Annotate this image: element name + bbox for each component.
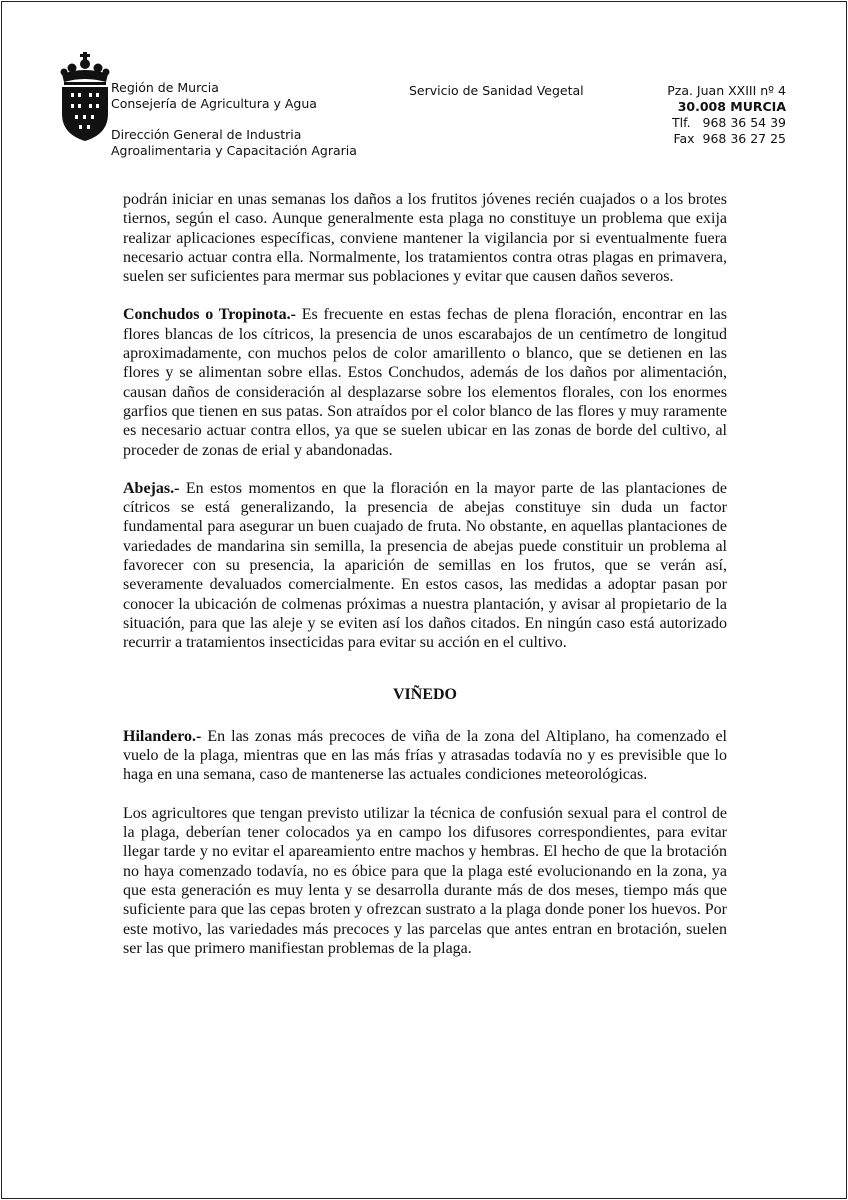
paragraph-text-abejas: En estos momentos en que la floración en la mayor parte de las plantaciones de cítricos se está generalizando, la presencia de abejas constituye sin duda un factor fundamental para asegurar un buen cuajado de fruta. No obstante, en aquellas plantaciones de variedades de mandarina sin semilla, la presencia de abejas puede constituir un problema al favorecer con su presencia, la aparición de semillas en los frutos, que se verán así, severamente devaluados comercialmente. En estos casos, las medidas a adoptar pasan por conocer la ubicación de colmenas próximas a nuestra plantación, y avisar al propietario de la situación, para que las aleje y se eviten así los daños citados. En ningún caso está autorizado recurrir a tratamientos insecticidas para evitar su acción en el cultivo. [123, 479, 727, 652]
paragraph-text-hilandero: En las zonas más precoces de viña de la zona del Altiplano, ha comenzado el vuelo de la plaga, mientras que en las más frías y atrasadas todavía no y es previsible que lo haga en una semana, caso de mantenerse las actuales condiciones meteorológicas. [123, 727, 727, 784]
paragraph-title-abejas: Abejas.- [123, 479, 180, 497]
header-directorate-line1: Dirección General de Industria [111, 127, 302, 142]
region-de-murcia-coat-of-arms-icon [58, 52, 112, 142]
header-directorate-line2: Agroalimentaria y Capacitación Agraria [111, 143, 357, 158]
paragraph-text-conchudos: Es frecuente en estas fechas de plena floración, encontrar en las flores blancas de los cítricos, la presencia de unos escarabajos de un centímetro de longitud aproximadamente, con muchos pelos de color amarillento o blanco, que se detienen en las flores y se alimentan sobre ellas. Estos Conchudos, además de los daños por alimentación, causan daños de consideración al desplazarse sobre los elementos florales, con los enormes garfios que tienen en sus patas. Son atraídos por el color blanco de las flores y muy raramente es necesario actuar contra ellos, ya que se suelen ubicar en las zonas de borde del cultivo, al proceder de zonas de erial y abandonadas. [123, 306, 727, 459]
header-region: Región de Murcia [111, 80, 219, 95]
header-organization [111, 80, 317, 112]
paragraph-conchudos [123, 305, 727, 459]
header-address: Pza. Juan XXIII nº 4 [667, 83, 786, 98]
header-contact [667, 83, 786, 147]
paragraph-title-hilandero: Hilandero.- [123, 727, 202, 745]
header-directorate [111, 127, 357, 159]
header-service: Servicio de Sanidad Vegetal [409, 83, 584, 98]
paragraph-continuation: podrán iniciar en unas semanas los daños a los frutitos jóvenes recién cuajados o a los brotes tiernos, según el caso. Aunque generalmente esta plaga no constituye un problema que exija realizar aplicaciones específicas, conviene mantener la vigilancia por si eventualmente fuera necesario actuar contra ella. Normalmente, los tratamientos contra otras plagas en primavera, suelen ser suficientes para mermar sus poblaciones y evitar que causen daños severos. [123, 191, 727, 286]
header-city: 30.008 MURCIA [677, 99, 786, 114]
section-heading-vinedo: VIÑEDO [392, 685, 457, 703]
document-body [123, 190, 727, 977]
paragraph-hilandero [123, 727, 727, 785]
paragraph-abejas [123, 479, 727, 653]
header-phone: Tlf. 968 36 54 39 [672, 115, 786, 130]
paragraph-title-conchudos: Conchudos o Tropinota.- [123, 306, 296, 324]
header-department: Consejería de Agricultura y Agua [111, 96, 317, 111]
header-fax: Fax 968 36 27 25 [673, 131, 786, 146]
paragraph-confusion-sexual: Los agricultores que tengan previsto utilizar la técnica de confusión sexual para el control de la plaga, deberían tener colocados ya en campo los difusores correspondientes, para evitar llegar tarde y no evitar el apareamiento entre machos y hembras. El hecho de que la brotación no haya comenzado todavía, no es óbice para que la plaga esté evolucionando en la zona, ya que esta generación es muy lenta y se desarrolla durante más de dos meses, tiempo más que suficiente para que las cepas broten y ofrezcan sustrato a la plaga donde poner los huevos. Por este motivo, las variedades más precoces y las parcelas que antes entran en brotación, suelen ser las que primero manifiestan problemas de la plaga. [123, 804, 727, 957]
